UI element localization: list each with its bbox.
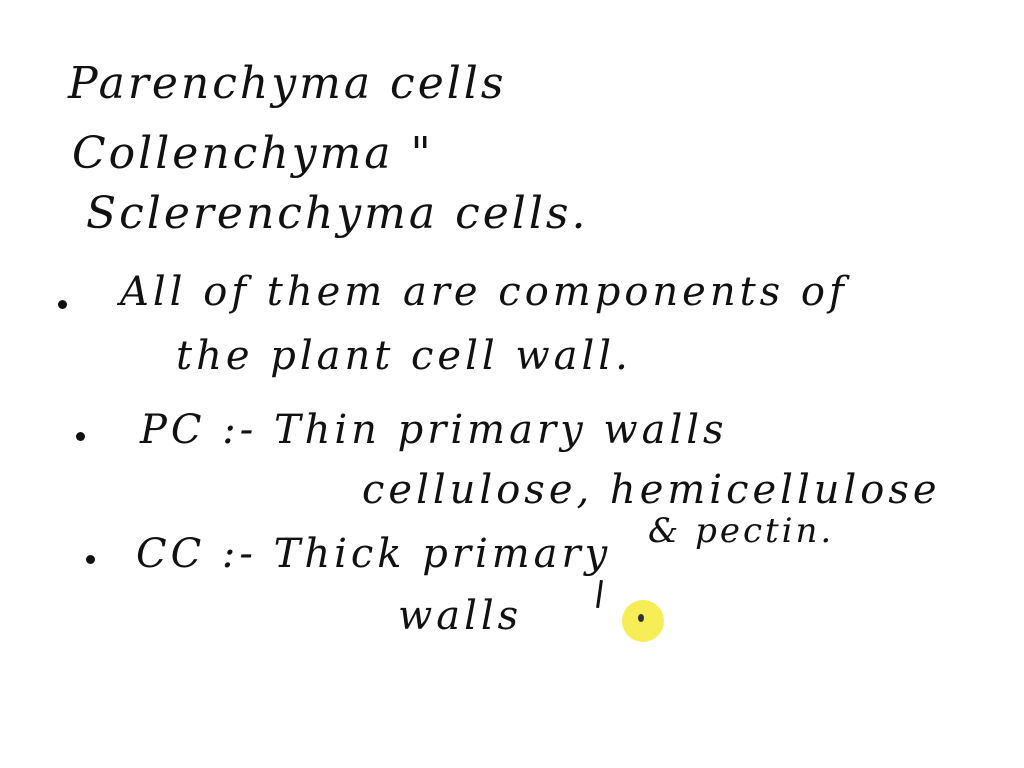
pen-stroke — [596, 580, 603, 608]
bullet-1-line-1: All of them are components of — [120, 269, 848, 315]
bullet-dot-3 — [86, 555, 95, 564]
pen-cursor-highlight — [622, 600, 664, 642]
bullet-dot-2 — [76, 432, 85, 441]
pen-tip-icon — [638, 614, 644, 622]
bullet-dot-1 — [58, 300, 67, 309]
bullet-3-line-1: CC :- Thick primary — [136, 531, 612, 577]
heading-line-parenchyma: Parenchyma cells — [68, 58, 507, 109]
bullet-2-line-1: PC :- Thin primary walls — [140, 407, 728, 453]
bullet-2-line-3: & pectin. — [648, 511, 835, 551]
bullet-3-line-2: walls — [398, 593, 523, 639]
bullet-2-line-2: cellulose, hemicellulose — [362, 467, 941, 513]
heading-line-collenchyma: Collenchyma " — [72, 128, 434, 179]
heading-line-sclerenchyma: Sclerenchyma cells. — [86, 188, 589, 239]
bullet-1-line-2: the plant cell wall. — [176, 333, 632, 379]
